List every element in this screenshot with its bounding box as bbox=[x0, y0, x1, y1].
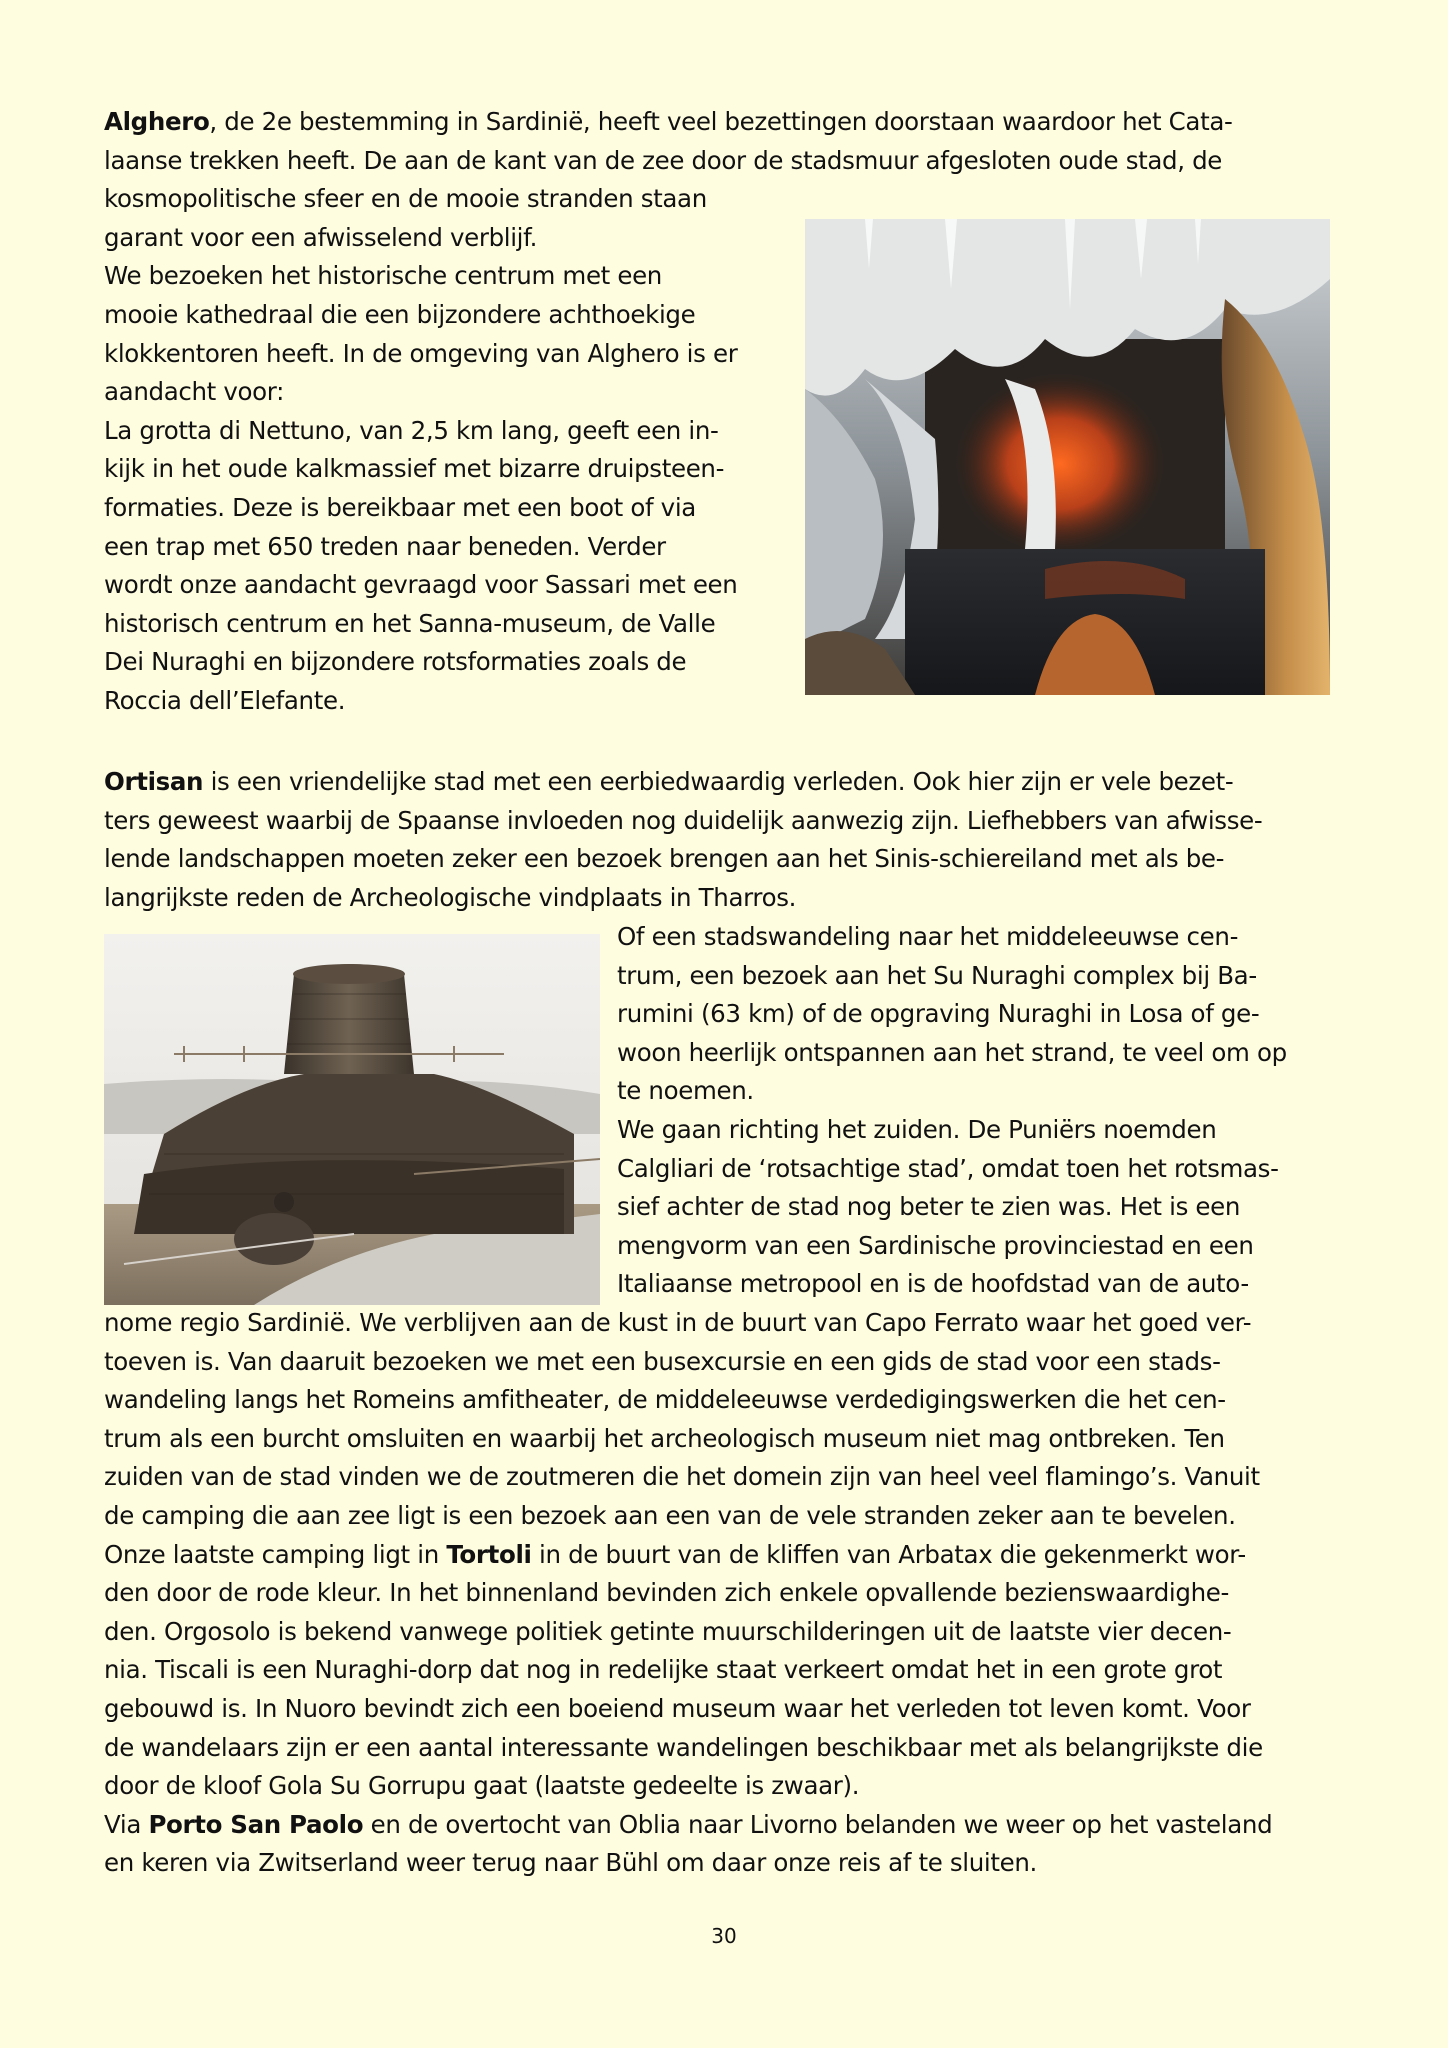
text-line bbox=[104, 802, 1344, 841]
line-text: garant voor een afwisselend verblijf. bbox=[104, 222, 538, 252]
text-line bbox=[104, 840, 1344, 879]
line-text: We gaan richting het zuiden. De Puniërs noemden bbox=[617, 1114, 1217, 1144]
line-text: nome regio Sardinië. We verblijven aan de kust in de buurt van Capo Ferrato waar het goed ver- bbox=[104, 1308, 1252, 1337]
line-text: sief achter de stad nog beter te zien was. Het is een bbox=[617, 1192, 1241, 1222]
line-text: den. Orgosolo is bekend vanwege politiek getinte muurschilderingen uit de laatste vier decen- bbox=[104, 1616, 1232, 1646]
bold-place-name: Alghero bbox=[104, 107, 210, 136]
text-line bbox=[104, 1574, 1344, 1613]
line-text: gebouwd is. In Nuoro bevindt zich een boeiend museum waar het verleden tot leven komt. Voor bbox=[104, 1693, 1251, 1723]
text-line bbox=[617, 1265, 1347, 1304]
text-line bbox=[617, 1227, 1347, 1266]
line-text: Italiaanse metropool en is de hoofdstad van de auto- bbox=[617, 1269, 1249, 1299]
line-text: lende landschappen moeten zeker een bezoek brengen aan het Sinis-schiereiland met als be- bbox=[104, 844, 1225, 874]
grotta-di-nettuno-photo bbox=[805, 219, 1330, 695]
ortisan-paragraph bbox=[104, 763, 1344, 917]
line-text: en de overtocht van Oblia naar Livorno belanden we weer op het vasteland bbox=[363, 1809, 1273, 1839]
line-text: kosmopolitische sfeer en de mooie stranden staan bbox=[104, 184, 707, 214]
line-text: in de buurt van de kliffen van Arbatax die gekenmerkt wor- bbox=[531, 1539, 1246, 1569]
line-text: woon heerlijk ontspannen aan het strand, te veel om op bbox=[617, 1037, 1287, 1067]
text-line bbox=[104, 1497, 1344, 1536]
line-text: ters geweest waarbij de Spaanse invloeden nog duidelijk aanwezig zijn. Liefhebbers van afwisse- bbox=[104, 805, 1263, 835]
line-text: , de 2e bestemming in Sardinië, heeft veel bezettingen doorstaan waardoor het Cata- bbox=[209, 107, 1233, 136]
line-text: Roccia dell’Elefante. bbox=[104, 685, 346, 715]
text-line bbox=[617, 1072, 1347, 1111]
line-text: klokkentoren heeft. In de omgeving van Alghero is er bbox=[104, 338, 738, 368]
text-line bbox=[104, 1304, 1344, 1343]
text-line bbox=[617, 1034, 1347, 1073]
line-text: aandacht voor: bbox=[104, 377, 284, 407]
line-text: historisch centrum en het Sanna-museum, de Valle bbox=[104, 608, 716, 638]
text-line bbox=[104, 879, 1344, 918]
text-line bbox=[104, 1381, 1344, 1420]
cagliari-paragraph bbox=[104, 1304, 1344, 1883]
bold-place-name: Porto San Paolo bbox=[148, 1809, 364, 1839]
text-line bbox=[617, 918, 1347, 957]
line-text: trum, een bezoek aan het Su Nuraghi complex bij Ba- bbox=[617, 960, 1257, 990]
text-line bbox=[104, 1690, 1344, 1729]
line-text: een trap met 650 treden naar beneden. Verder bbox=[104, 531, 666, 561]
line-text: Calgliari de ‘rotsachtige stad’, omdat toen het rotsmas- bbox=[617, 1153, 1279, 1183]
bold-place-name: Tortoli bbox=[446, 1539, 532, 1569]
line-text: Dei Nuraghi en bijzondere rotsformaties zoals de bbox=[104, 647, 687, 677]
line-text: trum als een burcht omsluiten en waarbij het archeologisch museum niet mag ontbreken. Ten bbox=[104, 1423, 1225, 1453]
line-text: wordt onze aandacht gevraagd voor Sassari met een bbox=[104, 570, 738, 600]
page-number: 30 bbox=[711, 1924, 737, 1948]
line-text: mengvorm van een Sardinische provinciestad en een bbox=[617, 1230, 1254, 1260]
text-line bbox=[104, 1806, 1344, 1845]
text-line bbox=[617, 995, 1347, 1034]
text-line bbox=[104, 180, 1344, 219]
text-line bbox=[104, 1651, 1344, 1690]
su-nuraghi-photo bbox=[104, 934, 600, 1305]
text-line bbox=[617, 1188, 1347, 1227]
text-line bbox=[104, 103, 1344, 142]
line-text: formaties. Deze is bereikbaar met een boot of via bbox=[104, 492, 696, 522]
text-line bbox=[104, 1767, 1344, 1806]
line-text: mooie kathedraal die een bijzondere achthoekige bbox=[104, 299, 696, 329]
line-text: laanse trekken heeft. De aan de kant van de zee door de stadsmuur afgesloten oude stad, de bbox=[104, 145, 1223, 175]
line-text: door de kloof Gola Su Gorrupu gaat (laatste gedeelte is zwaar). bbox=[104, 1771, 860, 1801]
bold-place-name: Ortisan bbox=[104, 767, 204, 796]
southern-route-paragraph bbox=[617, 918, 1347, 1304]
text-line bbox=[104, 763, 1344, 802]
line-text: nia. Tiscali is een Nuraghi-dorp dat nog in redelijke staat verkeert omdat het in een grote grot bbox=[104, 1655, 1223, 1685]
line-text: den door de rode kleur. In het binnenland bevinden zich enkele opvallende bezienswaardighe- bbox=[104, 1578, 1229, 1608]
line-text: is een vriendelijke stad met een eerbiedwaardig verleden. Ook hier zijn er vele bezet- bbox=[203, 767, 1234, 796]
text-line bbox=[104, 1536, 1344, 1575]
line-text: en keren via Zwitserland weer terug naar Bühl om daar onze reis af te sluiten. bbox=[104, 1848, 1037, 1878]
line-text: La grotta di Nettuno, van 2,5 km lang, geeft een in- bbox=[104, 415, 719, 445]
text-line bbox=[617, 1111, 1347, 1150]
line-text: zuiden van de stad vinden we de zoutmeren die het domein zijn van heel veel flamingo’s. Vanuit bbox=[104, 1462, 1260, 1492]
text-line bbox=[104, 1729, 1344, 1768]
line-text: Of een stadswandeling naar het middeleeuwse cen- bbox=[617, 922, 1239, 951]
line-text: te noemen. bbox=[617, 1076, 754, 1106]
line-text: kijk in het oude kalkmassief met bizarre druipsteen- bbox=[104, 454, 725, 484]
text-line bbox=[617, 957, 1347, 996]
line-text: de wandelaars zijn er een aantal interessante wandelingen beschikbaar met als belangrijkste die bbox=[104, 1732, 1263, 1762]
line-text: Onze laatste camping ligt in bbox=[104, 1539, 447, 1569]
text-line bbox=[104, 142, 1344, 181]
text-line bbox=[617, 1150, 1347, 1189]
line-text: Via bbox=[104, 1809, 149, 1839]
line-text: We bezoeken het historische centrum met een bbox=[104, 261, 662, 291]
text-line bbox=[104, 1844, 1344, 1883]
line-text: langrijkste reden de Archeologische vindplaats in Tharros. bbox=[104, 882, 797, 912]
text-line bbox=[104, 1458, 1344, 1497]
line-text: rumini (63 km) of de opgraving Nuraghi in Losa of ge- bbox=[617, 999, 1260, 1029]
text-line bbox=[104, 1613, 1344, 1652]
line-text: toeven is. Van daaruit bezoeken we met een busexcursie en een gids de stad voor een stads- bbox=[104, 1346, 1221, 1376]
text-line bbox=[104, 1420, 1344, 1459]
line-text: de camping die aan zee ligt is een bezoek aan een van de vele stranden zeker aan te bevelen. bbox=[104, 1500, 1236, 1530]
line-text: wandeling langs het Romeins amfitheater, de middeleeuwse verdedigingswerken die het cen- bbox=[104, 1385, 1226, 1415]
text-line bbox=[104, 1343, 1344, 1382]
